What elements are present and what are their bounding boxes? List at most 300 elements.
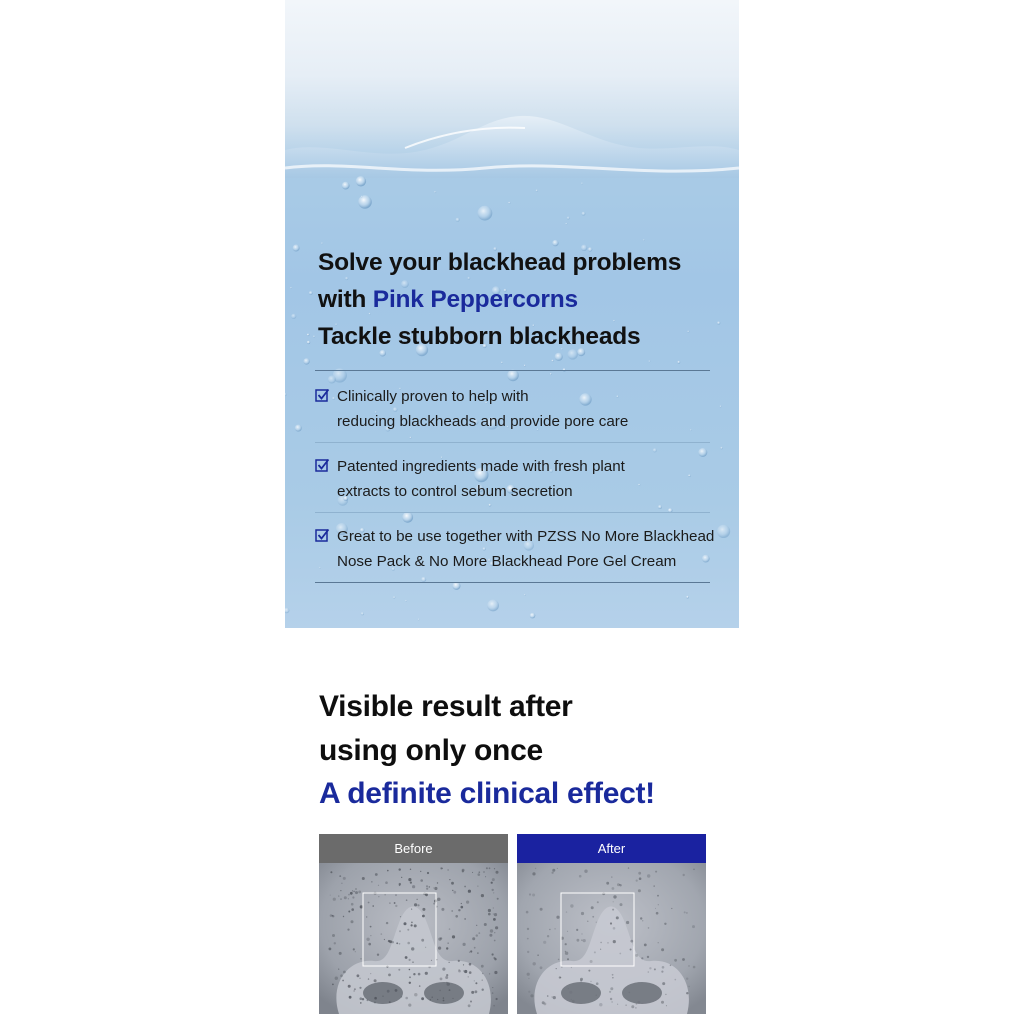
- skin-pore: [693, 966, 696, 969]
- water-bubble: [290, 287, 292, 289]
- skin-pore: [567, 931, 568, 932]
- skin-pore: [571, 999, 572, 1000]
- skin-pore: [492, 992, 494, 994]
- skin-pore: [543, 941, 546, 944]
- skin-pore: [475, 990, 478, 993]
- benefit-text-line-1: Clinically proven to help with: [337, 388, 529, 405]
- skin-pore: [683, 874, 685, 876]
- skin-pore: [610, 922, 612, 924]
- skin-pore: [426, 885, 428, 887]
- skin-pore: [447, 982, 450, 985]
- skin-pore: [611, 876, 612, 877]
- skin-pore: [693, 869, 695, 871]
- skin-pore: [329, 948, 332, 951]
- nose-before-image: [319, 863, 508, 1014]
- skin-pore: [433, 888, 434, 889]
- skin-pore: [421, 997, 424, 1000]
- skin-pore: [662, 966, 665, 969]
- skin-pore: [532, 872, 535, 875]
- checkbox-check-icon: [315, 528, 330, 543]
- water-bubble: [720, 447, 723, 450]
- skin-pore: [584, 870, 587, 873]
- skin-pore: [638, 872, 641, 875]
- skin-pore: [617, 1004, 618, 1005]
- skin-pore: [407, 942, 410, 945]
- skin-pore: [556, 916, 559, 919]
- result-title-highlight: A definite clinical effect!: [319, 777, 655, 810]
- skin-pore: [583, 939, 586, 942]
- headline-line-3: Tackle stubborn blackheads: [318, 323, 641, 350]
- skin-pore: [449, 989, 451, 991]
- skin-pore: [666, 1005, 667, 1006]
- skin-pore: [468, 976, 469, 977]
- skin-pore: [692, 925, 695, 928]
- skin-pore: [412, 961, 414, 963]
- skin-pore: [446, 982, 447, 983]
- skin-pore: [366, 938, 369, 941]
- skin-pore: [664, 923, 666, 925]
- skin-pore: [470, 950, 472, 952]
- skin-pore: [526, 911, 529, 914]
- skin-pore: [395, 894, 397, 896]
- skin-pore: [544, 1003, 547, 1006]
- headline-line-2-prefix: with: [318, 286, 373, 313]
- skin-pore: [399, 868, 401, 870]
- skin-pore: [419, 985, 421, 987]
- water-bubble: [717, 525, 730, 538]
- skin-pore: [339, 875, 341, 877]
- skin-pore: [396, 942, 398, 944]
- skin-pore: [619, 884, 620, 885]
- skin-pore: [375, 873, 378, 876]
- skin-pore: [446, 947, 448, 949]
- skin-pore: [408, 1004, 411, 1007]
- skin-pore: [422, 915, 425, 918]
- skin-pore: [401, 877, 402, 878]
- skin-pore: [612, 887, 615, 890]
- skin-pore: [476, 925, 477, 926]
- skin-pore: [413, 973, 415, 975]
- skin-pore: [409, 982, 411, 984]
- skin-pore: [527, 973, 530, 976]
- skin-pore: [340, 974, 343, 977]
- skin-pore: [482, 973, 483, 974]
- skin-pore: [398, 969, 400, 971]
- skin-pore: [374, 979, 377, 982]
- skin-pore: [475, 982, 477, 984]
- skin-pore: [442, 968, 445, 971]
- skin-pore: [343, 971, 346, 974]
- skin-pore: [395, 905, 397, 907]
- skin-pore: [411, 909, 412, 910]
- skin-pore: [576, 929, 578, 931]
- skin-pore: [463, 943, 466, 946]
- skin-pore: [612, 977, 613, 978]
- water-bubble: [720, 405, 722, 407]
- skin-pore: [434, 887, 437, 890]
- skin-pore: [529, 893, 531, 895]
- skin-pore: [339, 952, 342, 955]
- skin-pore: [640, 917, 642, 919]
- skin-pore: [570, 904, 573, 907]
- skin-pore: [661, 1001, 664, 1004]
- skin-pore: [441, 908, 444, 911]
- skin-pore: [653, 885, 655, 887]
- skin-pore: [448, 943, 449, 944]
- water-bubble: [356, 176, 366, 186]
- skin-pore: [579, 875, 582, 878]
- skin-pore: [661, 948, 664, 951]
- skin-pore: [451, 882, 454, 885]
- skin-pore: [635, 1007, 636, 1008]
- skin-pore: [486, 867, 488, 869]
- skin-pore: [636, 1003, 638, 1005]
- skin-pore: [558, 959, 560, 961]
- skin-pore: [644, 944, 647, 947]
- skin-pore: [404, 922, 407, 925]
- water-bubble: [524, 365, 526, 367]
- skin-pore: [411, 947, 414, 950]
- divider: [315, 370, 710, 371]
- skin-pore: [527, 938, 529, 940]
- skin-pore: [410, 869, 411, 870]
- skin-pore: [417, 904, 419, 906]
- skin-pore: [497, 898, 499, 900]
- skin-pore: [686, 978, 688, 980]
- skin-pore: [688, 986, 689, 987]
- skin-pore: [330, 871, 332, 873]
- water-bubble: [501, 362, 503, 364]
- water-bubble: [478, 206, 493, 221]
- skin-pore: [453, 891, 456, 894]
- skin-pore: [488, 913, 491, 916]
- skin-pore: [468, 890, 471, 893]
- skin-pore: [452, 890, 453, 891]
- skin-pore: [370, 926, 372, 928]
- skin-pore: [655, 908, 656, 909]
- water-bubble: [717, 321, 720, 324]
- skin-pore: [437, 898, 440, 901]
- skin-pore: [344, 896, 347, 899]
- skin-pore: [395, 989, 398, 992]
- benefit-item: [315, 512, 715, 582]
- skin-pore: [431, 960, 432, 961]
- water-bubble: [285, 393, 287, 396]
- water-bubble: [508, 202, 510, 204]
- skin-pore: [568, 988, 569, 989]
- skin-pore: [464, 886, 466, 888]
- skin-pore: [362, 998, 364, 1000]
- skin-pore: [552, 996, 553, 997]
- skin-pore: [458, 969, 460, 971]
- skin-pore: [547, 935, 549, 937]
- skin-pore: [535, 868, 536, 869]
- skin-pore: [493, 957, 495, 959]
- skin-pore: [469, 952, 470, 953]
- skin-pore: [549, 929, 550, 930]
- skin-pore: [488, 909, 491, 912]
- skin-pore: [665, 994, 666, 995]
- skin-pore: [581, 933, 582, 934]
- skin-pore: [619, 953, 621, 955]
- skin-pore: [340, 898, 341, 899]
- skin-pore: [332, 984, 334, 986]
- water-bubble: [293, 245, 300, 252]
- skin-pore: [446, 974, 448, 976]
- skin-pore: [554, 928, 556, 930]
- skin-pore: [482, 989, 484, 991]
- skin-pore: [429, 886, 431, 888]
- skin-pore: [469, 963, 472, 966]
- water-bubble: [687, 331, 689, 333]
- skin-pore: [658, 942, 659, 943]
- skin-pore: [352, 890, 353, 891]
- water-bubble: [524, 594, 526, 596]
- skin-pore: [414, 903, 417, 906]
- water-bubble: [536, 189, 538, 191]
- water-bubble: [453, 582, 461, 590]
- skin-pore: [425, 893, 428, 896]
- skin-pore: [449, 928, 451, 930]
- skin-pore: [674, 959, 677, 962]
- skin-pore: [418, 973, 421, 976]
- skin-pore: [437, 999, 438, 1000]
- skin-pore: [387, 990, 390, 993]
- skin-pore: [401, 996, 402, 997]
- skin-pore: [489, 973, 490, 974]
- skin-pore: [348, 985, 351, 988]
- skin-pore: [409, 976, 411, 978]
- benefit-text-line-1: Patented ingredients made with fresh plant: [337, 458, 625, 475]
- skin-pore: [389, 902, 391, 904]
- skin-pore: [671, 908, 672, 909]
- water-bubble: [686, 596, 689, 599]
- skin-pore: [479, 871, 481, 873]
- skin-pore: [351, 920, 354, 923]
- skin-pore: [492, 889, 494, 891]
- skin-pore: [569, 991, 572, 994]
- skin-pore: [625, 1005, 626, 1006]
- skin-pore: [626, 921, 629, 924]
- skin-pore: [641, 957, 643, 959]
- result-title-line-2: using only once: [319, 733, 543, 767]
- headline-line-2: [318, 281, 681, 318]
- skin-pore: [343, 877, 346, 880]
- skin-pore: [649, 967, 651, 969]
- skin-pore: [374, 1002, 376, 1004]
- skin-pore: [385, 881, 388, 884]
- skin-pore: [658, 904, 659, 905]
- skin-pore: [430, 999, 431, 1000]
- skin-pore: [400, 916, 401, 917]
- skin-pore: [466, 901, 469, 904]
- skin-pore: [493, 907, 494, 908]
- skin-pore: [378, 885, 379, 886]
- skin-pore: [631, 1005, 634, 1008]
- water-bubble: [361, 612, 364, 615]
- skin-pore: [451, 910, 453, 912]
- water-bubble: [307, 341, 310, 344]
- skin-pore: [351, 903, 354, 906]
- skin-pore: [686, 912, 688, 914]
- benefit-list: [315, 372, 715, 582]
- skin-pore: [353, 948, 355, 950]
- skin-pore: [636, 880, 638, 882]
- skin-pore: [472, 937, 475, 940]
- skin-pore: [654, 968, 656, 970]
- skin-pore: [537, 954, 539, 956]
- water-bubble: [434, 191, 436, 193]
- skin-pore: [370, 973, 371, 974]
- skin-pore: [348, 911, 350, 913]
- skin-pore: [359, 978, 360, 979]
- skin-pore: [432, 997, 433, 998]
- benefit-text-line-2: Nose Pack & No More Blackhead Pore Gel Cream: [337, 553, 677, 570]
- water-bubble: [565, 223, 567, 225]
- skin-pore: [378, 896, 379, 897]
- skin-pore: [630, 949, 632, 951]
- skin-pore: [662, 982, 665, 985]
- skin-pore: [482, 980, 483, 981]
- headline: [318, 244, 681, 355]
- skin-pore: [348, 898, 349, 899]
- skin-pore: [478, 873, 481, 876]
- skin-pore: [606, 882, 609, 885]
- skin-pore: [399, 930, 401, 932]
- skin-pore: [597, 901, 599, 903]
- skin-pore: [335, 977, 338, 980]
- water-bubble: [487, 600, 499, 612]
- skin-pore: [494, 868, 495, 869]
- skin-pore: [532, 894, 535, 897]
- water-bubble: [361, 196, 363, 198]
- water-banner: [285, 0, 739, 628]
- water-bubble: [643, 239, 645, 241]
- skin-pore: [530, 994, 533, 997]
- skin-pore: [338, 969, 339, 970]
- skin-pore: [358, 891, 361, 894]
- skin-pore: [613, 940, 616, 943]
- skin-pore: [540, 966, 543, 969]
- skin-pore: [377, 954, 379, 956]
- skin-pore: [628, 867, 629, 868]
- skin-pore: [439, 990, 441, 992]
- skin-pore: [616, 916, 619, 919]
- skin-pore: [382, 996, 383, 997]
- skin-pore: [469, 971, 472, 974]
- skin-pore: [493, 913, 494, 914]
- skin-pore: [572, 1000, 575, 1003]
- skin-pore: [610, 998, 612, 1000]
- skin-pore: [688, 965, 689, 966]
- skin-pore: [334, 942, 336, 944]
- skin-pore: [596, 995, 597, 996]
- water-bubble: [582, 212, 586, 216]
- result-title: [319, 685, 655, 816]
- skin-pore: [449, 962, 450, 963]
- skin-pore: [453, 998, 454, 999]
- skin-pore: [599, 1003, 602, 1006]
- skin-pore: [355, 951, 356, 952]
- skin-pore: [443, 997, 444, 998]
- skin-pore: [463, 971, 464, 972]
- skin-pore: [405, 956, 408, 959]
- water-bubble: [551, 360, 553, 362]
- skin-pore: [409, 959, 411, 961]
- skin-pore: [494, 913, 497, 916]
- divider: [315, 442, 710, 443]
- headline-highlight: Pink Peppercorns: [372, 286, 578, 313]
- skin-pore: [414, 924, 417, 927]
- before-photo: [319, 834, 508, 1014]
- skin-pore: [613, 895, 616, 898]
- skin-pore: [594, 951, 596, 953]
- skin-pore: [600, 949, 601, 950]
- skin-pore: [420, 871, 421, 872]
- skin-pore: [388, 974, 391, 977]
- skin-pore: [496, 998, 498, 1000]
- skin-pore: [533, 962, 536, 965]
- skin-pore: [440, 867, 442, 869]
- skin-pore: [609, 991, 611, 993]
- skin-pore: [580, 978, 583, 981]
- skin-pore: [352, 896, 354, 898]
- skin-pore: [405, 997, 408, 1000]
- skin-pore: [470, 1001, 472, 1003]
- water-bubble: [567, 217, 570, 220]
- skin-pore: [528, 991, 530, 993]
- skin-pore: [412, 885, 415, 888]
- skin-pore: [527, 928, 529, 930]
- skin-pore: [414, 993, 417, 996]
- skin-pore: [389, 940, 392, 943]
- skin-pore: [438, 947, 441, 950]
- skin-pore: [342, 980, 344, 982]
- skin-pore: [341, 883, 342, 884]
- skin-pore: [409, 969, 411, 971]
- skin-pore: [425, 947, 426, 948]
- skin-pore: [392, 941, 394, 943]
- skin-pore: [411, 922, 413, 924]
- skin-pore: [349, 996, 352, 999]
- skin-pore: [343, 916, 344, 917]
- skin-pore: [588, 970, 590, 972]
- benefit-item: [315, 442, 715, 512]
- skin-pore: [425, 972, 428, 975]
- skin-pore: [461, 903, 462, 904]
- skin-pore: [347, 929, 349, 931]
- skin-pore: [368, 978, 369, 979]
- skin-pore: [552, 872, 554, 874]
- skin-pore: [474, 980, 475, 981]
- skin-pore: [481, 965, 484, 968]
- skin-pore: [661, 971, 663, 973]
- skin-pore: [384, 939, 385, 940]
- skin-pore: [684, 911, 686, 913]
- skin-pore: [351, 908, 354, 911]
- skin-pore: [587, 921, 588, 922]
- water-bubble: [581, 182, 583, 184]
- skin-pore: [461, 906, 464, 909]
- divider: [315, 582, 710, 583]
- skin-pore: [647, 874, 650, 877]
- skin-pore: [359, 987, 361, 989]
- skin-pore: [406, 899, 408, 901]
- skin-pore: [443, 1000, 445, 1002]
- skin-pore: [381, 933, 383, 935]
- nose-after-image: [517, 863, 706, 1014]
- skin-pore: [464, 970, 467, 973]
